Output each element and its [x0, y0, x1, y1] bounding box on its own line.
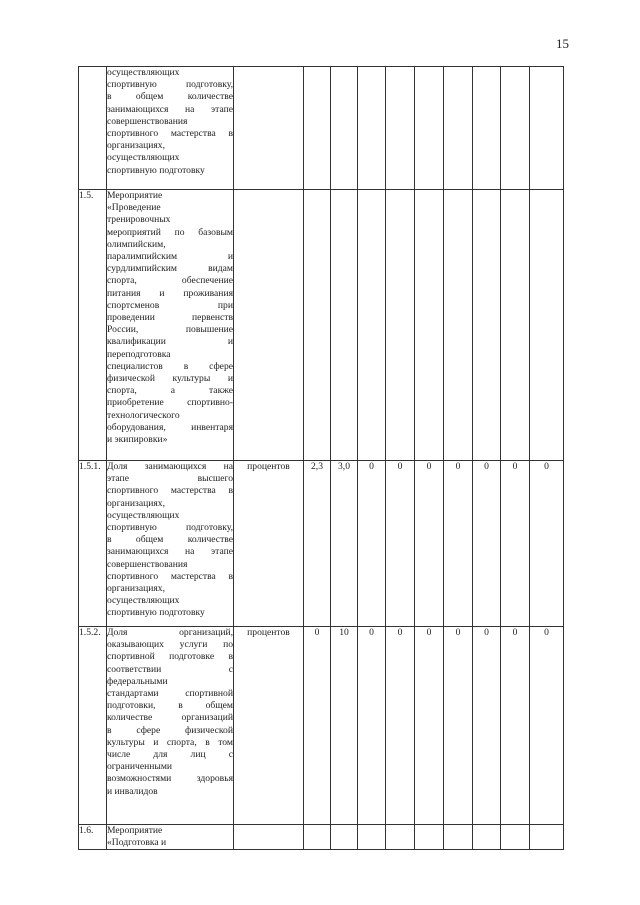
description-line: проведении первенств [107, 312, 233, 324]
table-row [79, 67, 564, 190]
description-line: спортивную подготовку [107, 164, 205, 176]
description-line: «Подготовка и [107, 837, 167, 849]
value-cell: 0 [415, 627, 444, 825]
row-description [107, 461, 234, 627]
description-line: соответствии с [107, 663, 233, 675]
value-cell [473, 825, 501, 850]
value-cell: 0 [386, 461, 415, 627]
description-line: переподготовка [107, 348, 171, 360]
description-line: спортивную подготовку, [107, 79, 233, 91]
value-cell [501, 825, 530, 850]
value-cell: 2,3 [304, 461, 331, 627]
value-cell [386, 190, 415, 461]
description-line: тренировочных [107, 214, 171, 226]
description-line: ограниченными [107, 761, 173, 773]
value-cell [501, 67, 530, 190]
description-line: этапе высшего [107, 473, 233, 485]
value-cell [386, 825, 415, 850]
value-cell [331, 67, 358, 190]
row-unit [234, 67, 304, 190]
value-cell [415, 67, 444, 190]
description-line: количестве организаций [107, 712, 233, 724]
description-line: спорта, обеспечение [107, 275, 233, 287]
row-unit: процентов [234, 627, 304, 825]
description-line: осуществляющих [107, 152, 180, 164]
value-cell [358, 67, 386, 190]
description-line: совершенствования [107, 558, 188, 570]
description-line: олимпийским, [107, 238, 166, 250]
description-line: питания и проживания [107, 287, 233, 299]
value-cell: 0 [473, 461, 501, 627]
value-cell [473, 190, 501, 461]
value-cell: 10 [331, 627, 358, 825]
value-cell [304, 190, 331, 461]
description-line: организациях, [107, 583, 165, 595]
value-cell: 0 [415, 461, 444, 627]
description-line: спортсменов при [107, 299, 233, 311]
description-line: паралимпийским и [107, 251, 233, 263]
value-cell [331, 825, 358, 850]
value-cell [473, 67, 501, 190]
row-description [107, 627, 234, 825]
value-cell: 0 [473, 627, 501, 825]
description-line: Доля занимающихся на [107, 461, 233, 472]
description-line: «Проведение [107, 202, 161, 214]
description-line: занимающихся на этапе [107, 546, 233, 558]
description-line: оборудования, инвентаря [107, 421, 233, 433]
description-line: числе для лиц с [107, 749, 233, 761]
row-description [107, 67, 234, 190]
description-line: России, повышение [107, 324, 233, 336]
value-cell [415, 825, 444, 850]
description-line: Мероприятие [107, 825, 163, 836]
row-number: 1.5.1. [79, 461, 107, 627]
value-cell [304, 825, 331, 850]
row-number: 1.6. [79, 825, 107, 850]
value-cell: 0 [386, 627, 415, 825]
value-cell: 0 [530, 627, 564, 825]
description-line: спортивного мастерства в [107, 485, 233, 497]
value-cell [530, 190, 564, 461]
description-line: спортивного мастерства в [107, 570, 233, 582]
value-cell [358, 825, 386, 850]
description-line: и инвалидов [107, 785, 158, 797]
table-row [79, 461, 564, 627]
value-cell [444, 190, 473, 461]
value-cell [331, 190, 358, 461]
description-line: физической культуры и [107, 373, 233, 385]
description-line: сурдлимпийским видам [107, 263, 233, 275]
description-line: Мероприятие [107, 190, 163, 201]
table-row [79, 627, 564, 825]
description-line: осуществляющих [107, 67, 180, 78]
value-cell: 0 [444, 627, 473, 825]
description-line: в общем количестве [107, 91, 233, 103]
row-number: 1.5.2. [79, 627, 107, 825]
description-line: подготовки, в общем [107, 700, 233, 712]
description-line: организациях, [107, 497, 165, 509]
row-number [79, 67, 107, 190]
value-cell: 0 [530, 461, 564, 627]
page-number: 15 [556, 36, 569, 51]
description-line: квалификации и [107, 336, 233, 348]
row-unit: процентов [234, 461, 304, 627]
row-description [107, 825, 234, 850]
value-cell [444, 67, 473, 190]
value-cell: 0 [444, 461, 473, 627]
row-description [107, 190, 234, 461]
value-cell: 0 [304, 627, 331, 825]
value-cell [386, 67, 415, 190]
description-line: в общем количестве [107, 534, 233, 546]
description-line: оказывающих услуги по [107, 639, 233, 651]
description-line: технологического [107, 409, 180, 421]
description-line: организациях, [107, 140, 165, 152]
value-cell: 0 [358, 627, 386, 825]
value-cell [304, 67, 331, 190]
value-cell [444, 825, 473, 850]
table-body [79, 67, 564, 850]
description-line: возможностями здоровья [107, 773, 233, 785]
row-unit [234, 825, 304, 850]
description-line: специалистов в сфере [107, 360, 233, 372]
row-number: 1.5. [79, 190, 107, 461]
description-line: федеральными [107, 675, 168, 687]
value-cell [358, 190, 386, 461]
description-line: занимающихся на этапе [107, 103, 233, 115]
description-line: спортивную подготовку, [107, 522, 233, 534]
description-line: спортивную подготовку [107, 607, 205, 619]
description-line: стандартами спортивной [107, 688, 233, 700]
description-line: и экипировки» [107, 434, 168, 446]
indicators-table [78, 66, 564, 850]
description-line: Доля организаций, [107, 627, 233, 638]
value-cell: 0 [501, 627, 530, 825]
description-line: в сфере физической [107, 724, 233, 736]
value-cell [530, 825, 564, 850]
description-line: спортивного мастерства в [107, 128, 233, 140]
description-line: спорта, а также [107, 385, 233, 397]
value-cell: 0 [358, 461, 386, 627]
value-cell: 3,0 [331, 461, 358, 627]
table-row [79, 825, 564, 850]
value-cell [415, 190, 444, 461]
description-line: мероприятий по базовым [107, 226, 233, 238]
value-cell [530, 67, 564, 190]
description-line: приобретение спортивно- [107, 397, 233, 409]
description-line: осуществляющих [107, 509, 180, 521]
description-line: культуры и спорта, в том [107, 736, 233, 748]
table-row [79, 190, 564, 461]
value-cell: 0 [501, 461, 530, 627]
description-line: совершенствования [107, 115, 188, 127]
description-line: осуществляющих [107, 595, 180, 607]
value-cell [501, 190, 530, 461]
description-line: спортивной подготовке в [107, 651, 233, 663]
row-unit [234, 190, 304, 461]
